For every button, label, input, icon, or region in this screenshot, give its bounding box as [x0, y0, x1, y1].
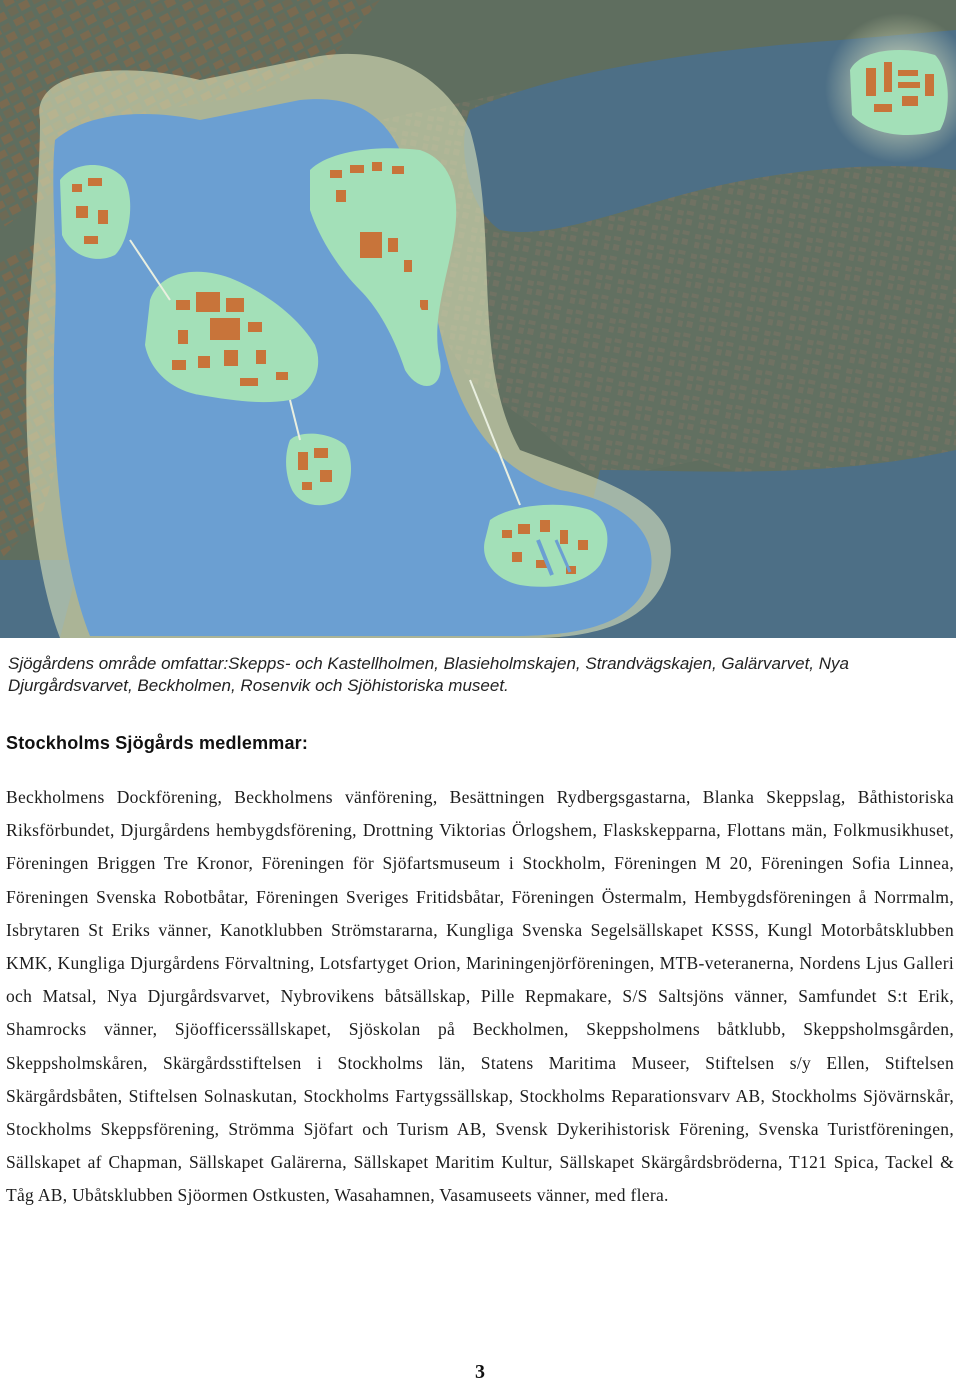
members-heading: Stockholms Sjögårds medlemmar:: [6, 733, 309, 753]
map-island-beckholmen: [484, 505, 607, 587]
page-number: 3: [475, 1361, 485, 1383]
map-figure: [0, 0, 956, 638]
map-caption: Sjögårdens område omfattar:Skepps- och Kastellholmen, Blasieholmskajen, Strandvägskajen, Galärvarvet, Nya Djurgårdsvarvet, Beckholmen, Rosenvik och Sjöhistoriska museet.: [8, 654, 849, 695]
map-island-kastellholmen: [286, 434, 351, 506]
members-list: Beckholmens Dockförening, Beckholmens vänförening, Besättningen Rydbergsgastarna, Blanka Skeppslag, Båthistoriska Riksförbundet, Djurgårdens hembygdsförening, Drottning Viktorias Örlogshem, Flaskskepparna, Flottans män, Folkmusikhuset, Föreningen Briggen Tre Kronor, Föreningen för Sjöfartsmuseum i Stockholm, Föreningen M 20, Föreningen Sofia Linnea, Föreningen Svenska Robotbåtar, Föreningen Sveriges Fritidsbåtar, Föreningen Östermalm, Hembygdsföreningen å Norrmalm, Isbrytaren St Eriks vänner, Kanotklubben Strömstararna, Kungliga Svenska Segelsällskapet KSSS, Kungl Motorbåtsklubben KMK, Kungliga Djurgårdens Förvaltning, Lotsfartyget Orion, Mariningenjörföreningen, MTB-veteranerna, Nordens Ljus Galleri och Matsal, Nya Djurgårdsvarvet, Nybrovikens båtsällskap, Pille Repmakare, S/S Saltsjöns vänner, Samfundet S:t Erik, Shamrocks vänner, Sjöofficerssällskapet, Sjöskolan på Beckholmen, Skeppsholmens båtklubb, Skeppsholmsgården, Skeppsholmskåren, Skärgårdsstiftelsen i Stockholms län, Statens Maritima Museer, Stiftelsen s/y Ellen, Stiftelsen Skärgårdsbåten, Stiftelsen Solnaskutan, Stockholms Fartygssällskap, Stockholms Reparationsvarv AB, Stockholms Sjövärnskår, Stockholms Skeppsförening, Strömma Sjöfart och Turism AB, Svensk Dykerihistorisk Förening, Svenska Turistföreningen, Sällskapet af Chapman, Sällskapet Galärerna, Sällskapet Maritim Kultur, Sällskapet Skärgårdsbröderna, T121 Spica, Tackel & Tåg AB, Ubåtsklubben Sjöormen Ostkusten, Wasahamnen, Vasamuseets vänner, med flera.: [6, 787, 954, 1206]
map-image: [0, 0, 956, 638]
